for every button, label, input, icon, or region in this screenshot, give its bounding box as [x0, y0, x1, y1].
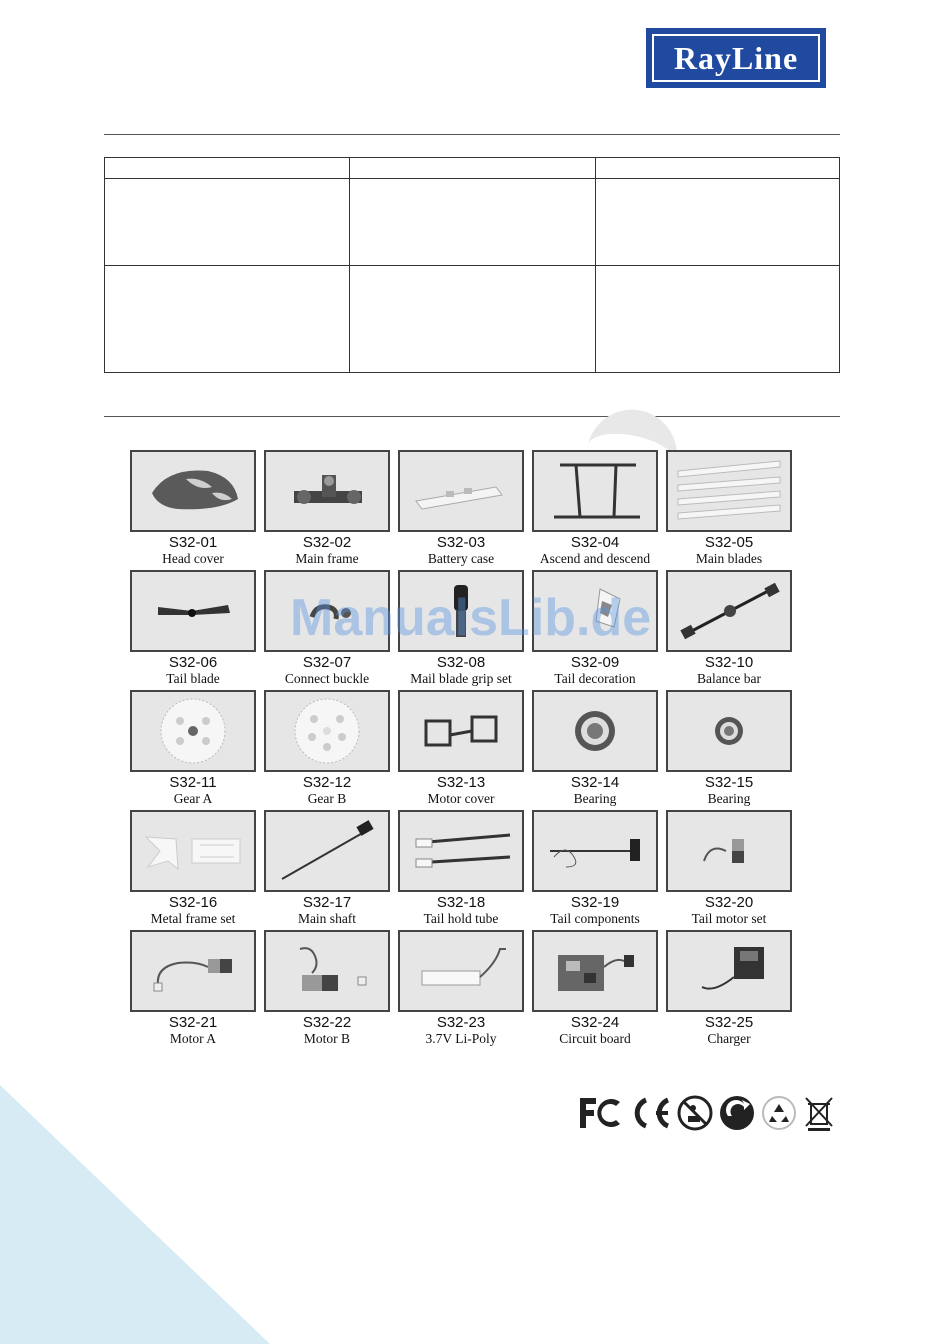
- part-name: Motor cover: [427, 791, 495, 806]
- part-code: S32-02: [302, 534, 352, 551]
- part-code: S32-11: [169, 774, 217, 791]
- part-name: Motor B: [303, 1031, 351, 1046]
- part-name: Metal frame set: [150, 911, 236, 926]
- part-code: S32-15: [704, 774, 754, 791]
- part-name: Gear A: [173, 791, 213, 806]
- part-code: S32-23: [436, 1014, 486, 1031]
- part-item: [130, 690, 256, 808]
- part-code: S32-21: [168, 1014, 218, 1031]
- table-cell: [350, 266, 596, 373]
- part-item: [398, 450, 524, 568]
- tail-components-photo: [532, 810, 658, 892]
- recycle-icon: [760, 1094, 798, 1132]
- part-code: S32-22: [302, 1014, 352, 1031]
- certification-marks: [576, 1092, 836, 1134]
- motor-cover-photo: [398, 690, 524, 772]
- part-name: Connect buckle: [284, 671, 370, 686]
- age-warning-icon: [676, 1094, 714, 1132]
- part-name: Balance bar: [696, 671, 762, 686]
- part-item: [398, 930, 524, 1048]
- parts-grid: [130, 450, 800, 1048]
- bearing-small-photo: [666, 690, 792, 772]
- motor-a-photo: [130, 930, 256, 1012]
- part-code: S32-19: [570, 894, 620, 911]
- part-code: S32-18: [436, 894, 486, 911]
- part-name: Motor A: [169, 1031, 217, 1046]
- part-code: S32-03: [436, 534, 486, 551]
- part-name: Tail motor set: [691, 911, 767, 926]
- table-row: [105, 266, 840, 373]
- part-name: Main blades: [695, 551, 763, 566]
- table-cell: [596, 179, 840, 266]
- part-name: Circuit board: [559, 1031, 631, 1046]
- green-dot-icon: [718, 1094, 756, 1132]
- part-code: S32-13: [436, 774, 486, 791]
- part-code: S32-17: [302, 894, 352, 911]
- part-name: Head cover: [162, 551, 224, 566]
- part-item: [666, 570, 792, 688]
- part-code: S32-09: [570, 654, 620, 671]
- part-item: [398, 570, 524, 688]
- part-item: [532, 930, 658, 1048]
- watermark: ManualsLib.de: [290, 589, 652, 647]
- part-item: [532, 690, 658, 808]
- part-name: 3.7V Li-Poly: [425, 1031, 497, 1046]
- part-code: S32-08: [436, 654, 486, 671]
- table-cell: [350, 158, 596, 179]
- balance-bar-photo: [666, 570, 792, 652]
- part-name: Tail decoration: [554, 671, 636, 686]
- section-divider: [104, 416, 840, 417]
- part-item: [264, 450, 390, 568]
- part-name: Tail components: [550, 911, 640, 926]
- table-row: [105, 179, 840, 266]
- main-shaft-photo: [264, 810, 390, 892]
- weee-bin-icon: [802, 1094, 836, 1132]
- landing-skid-photo: [532, 450, 658, 532]
- part-code: S32-07: [302, 654, 352, 671]
- part-item: [130, 570, 256, 688]
- part-name: Bearing: [707, 791, 751, 806]
- spec-table: [104, 157, 840, 373]
- part-code: S32-14: [570, 774, 620, 791]
- table-cell: [105, 266, 350, 373]
- part-code: S32-10: [704, 654, 754, 671]
- gear-b-photo: [264, 690, 390, 772]
- tail-motor-photo: [666, 810, 792, 892]
- metal-frame-photo: [130, 810, 256, 892]
- table-cell: [596, 158, 840, 179]
- table-cell: [105, 158, 350, 179]
- part-item: [532, 450, 658, 568]
- main-frame-photo: [264, 450, 390, 532]
- tail-decoration-photo: [532, 570, 658, 652]
- part-name: Battery case: [427, 551, 495, 566]
- top-divider: [104, 134, 840, 135]
- part-item: [532, 810, 658, 928]
- part-code: S32-06: [168, 654, 218, 671]
- ce-mark-icon: [628, 1094, 672, 1132]
- charger-photo: [666, 930, 792, 1012]
- part-code: S32-16: [168, 894, 218, 911]
- part-code: S32-20: [704, 894, 754, 911]
- part-name: Charger: [707, 1031, 751, 1046]
- part-name: Gear B: [307, 791, 347, 806]
- part-name: Ascend and descend: [539, 551, 651, 566]
- part-item: [666, 930, 792, 1048]
- motor-b-photo: [264, 930, 390, 1012]
- part-code: S32-25: [704, 1014, 754, 1031]
- part-item: [264, 930, 390, 1048]
- part-item: [532, 570, 658, 688]
- main-blades-photo: [666, 450, 792, 532]
- part-name: Mail blade grip set: [410, 671, 512, 686]
- blade-grip-photo: [398, 570, 524, 652]
- table-cell: [350, 179, 596, 266]
- bearing-photo: [532, 690, 658, 772]
- part-name: Tail hold tube: [423, 911, 499, 926]
- part-item: [130, 810, 256, 928]
- corner-decoration: [0, 1085, 270, 1344]
- part-item: [666, 450, 792, 568]
- rayline-logo: [646, 28, 826, 88]
- part-name: Bearing: [573, 791, 617, 806]
- part-item: [398, 690, 524, 808]
- part-code: S32-12: [302, 774, 352, 791]
- part-name: Tail blade: [166, 671, 220, 686]
- part-code: S32-05: [704, 534, 754, 551]
- part-item: [666, 690, 792, 808]
- part-item: [264, 810, 390, 928]
- part-name: Main shaft: [297, 911, 357, 926]
- circuit-board-photo: [532, 930, 658, 1012]
- gear-a-photo: [130, 690, 256, 772]
- part-item: [666, 810, 792, 928]
- part-name: Main frame: [295, 551, 359, 566]
- part-item: [130, 930, 256, 1048]
- fc-mark-icon: [576, 1094, 624, 1132]
- part-item: [130, 450, 256, 568]
- part-item: [264, 570, 390, 688]
- part-code: S32-04: [570, 534, 620, 551]
- part-item: [398, 810, 524, 928]
- tail-blade-photo: [130, 570, 256, 652]
- part-item: [264, 690, 390, 808]
- table-cell: [105, 179, 350, 266]
- connect-buckle-photo: [264, 570, 390, 652]
- part-code: S32-01: [168, 534, 218, 551]
- tail-tube-photo: [398, 810, 524, 892]
- part-code: S32-24: [570, 1014, 620, 1031]
- table-cell: [596, 266, 840, 373]
- table-row: [105, 158, 840, 179]
- logo-text: RayLine: [673, 40, 799, 76]
- head-cover-photo: [130, 450, 256, 532]
- battery-photo: [398, 930, 524, 1012]
- battery-case-photo: [398, 450, 524, 532]
